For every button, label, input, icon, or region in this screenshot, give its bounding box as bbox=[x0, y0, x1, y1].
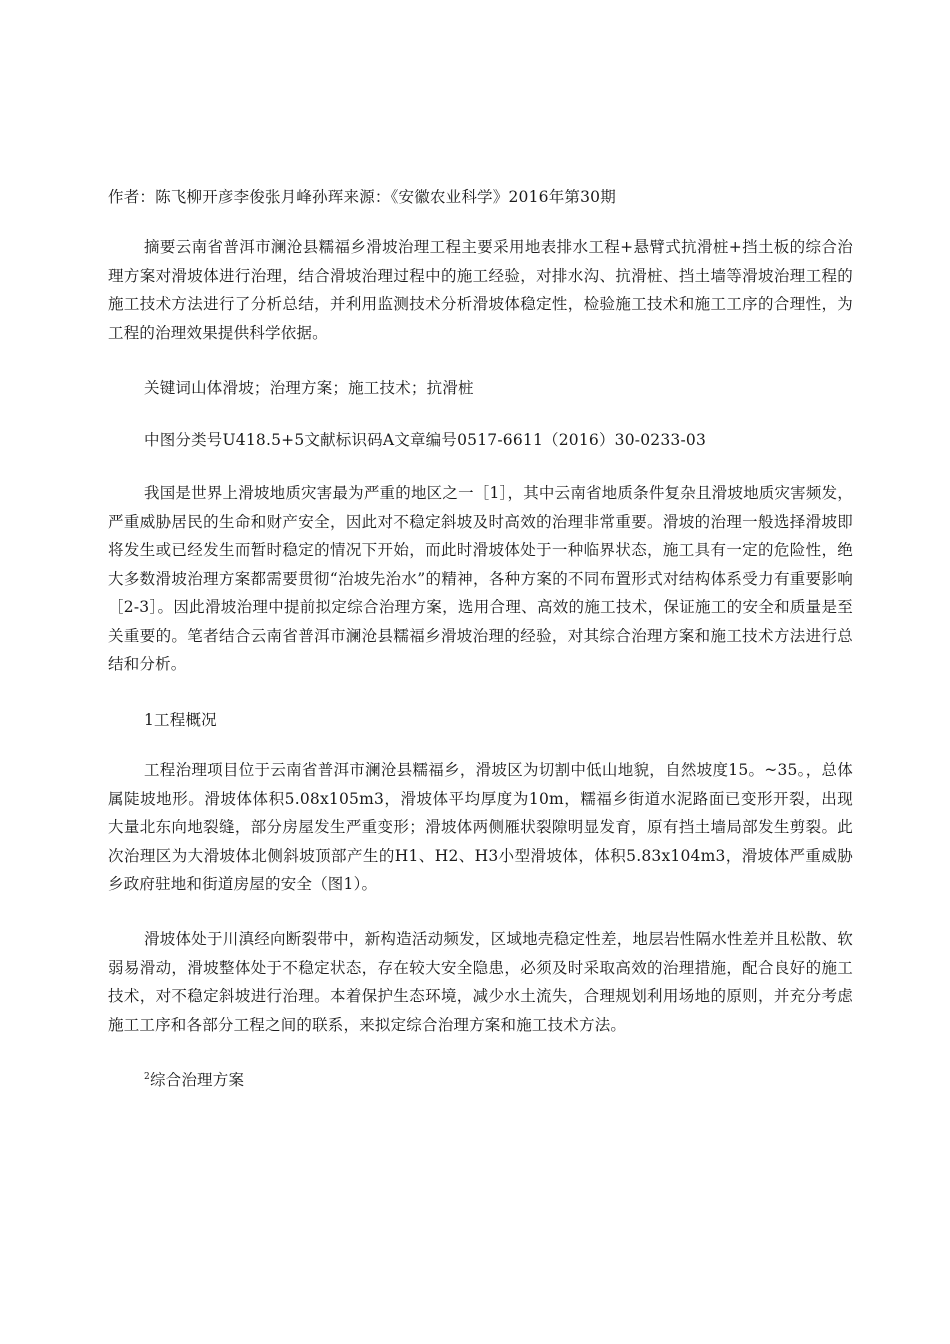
intro-paragraph: 我国是世界上滑坡地质灾害最为严重的地区之一［1］，其中云南省地质条件复杂且滑坡地质灾害频发，严重威胁居民的生命和财产安全，因此对不稳定斜坡及时高效的治理非常重要。滑坡的治理一般选择滑坡即将发生或已经发生而暂时稳定的情况下开始，而此时滑坡体处于一种临界状态，施工具有一定的危险性，绝大多数滑坡治理方案都需要贯彻“治坡先治水”的精神，各种方案的不同布置形式对结构体系受力有重要影响［2-3］。因此滑坡治理中提前拟定综合治理方案，选用合理、高效的施工技术，保证施工的安全和质量是至关重要的。笔者结合云南省普洱市澜沧县糯福乡滑坡治理的经验，对其综合治理方案和施工技术方法进行总结和分析。 bbox=[108, 484, 853, 673]
section-2-title: 综合治理方案 bbox=[149, 1071, 245, 1089]
classification-line: 中图分类号U418.5+5文献标识码A文章编号0517-6611（2016）30-0233-03 bbox=[144, 431, 707, 449]
section-1-paragraph-2: 滑坡体处于川滇经向断裂带中，新构造活动频发，区域地壳稳定性差，地层岩性隔水性差并且松散、软弱易滑动，滑坡整体处于不稳定状态，存在较大安全隐患，必须及时采取高效的治理措施，配合良好的施工技术，对不稳定斜坡进行治理。本着保护生态环境，减少水土流失，合理规划利用场地的原则，并充分考虑施工工序和各部分工程之间的联系，来拟定综合治理方案和施工技术方法。 bbox=[108, 930, 853, 1034]
section-2-number: 2 bbox=[144, 1071, 150, 1082]
section-2-heading bbox=[144, 1066, 853, 1095]
section-1-paragraph-1: 工程治理项目位于云南省普洱市澜沧县糯福乡，滑坡区为切割中低山地貌，自然坡度15。~35。，总体属陡坡地形。滑坡体体积5.08x105m3，滑坡体平均厚度为10m，糯福乡街道水泥路面已变形开裂，出现大量北东向地裂缝，部分房屋发生严重变形；滑坡体两侧雁状裂隙明显发育，原有挡土墙局部发生剪裂。此次治理区为大滑坡体北侧斜坡顶部产生的H1、H2、H3小型滑坡体，体积5.83x104m3，滑坡体严重威胁乡政府驻地和街道房屋的安全（图1）。 bbox=[108, 761, 853, 893]
author-source-line: 作者：陈飞柳开彦李俊张月峰孙珲来源：《安徽农业科学》2016年第30期 bbox=[108, 188, 616, 206]
keywords-line: 关键词山体滑坡；治理方案；施工技术；抗滑桩 bbox=[144, 379, 474, 397]
abstract-paragraph: 摘要云南省普洱市澜沧县糯福乡滑坡治理工程主要采用地表排水工程+悬臂式抗滑桩+挡土板的综合治理方案对滑坡体进行治理，结合滑坡治理过程中的施工经验，对排水沟、抗滑桩、挡土墙等滑坡治理工程的施工技术方法进行了分析总结，并利用监测技术分析滑坡体稳定性，检验施工技术和施工工序的合理性，为工程的治理效果提供科学依据。 bbox=[108, 238, 853, 342]
section-1-heading: 1工程概况 bbox=[144, 711, 217, 729]
